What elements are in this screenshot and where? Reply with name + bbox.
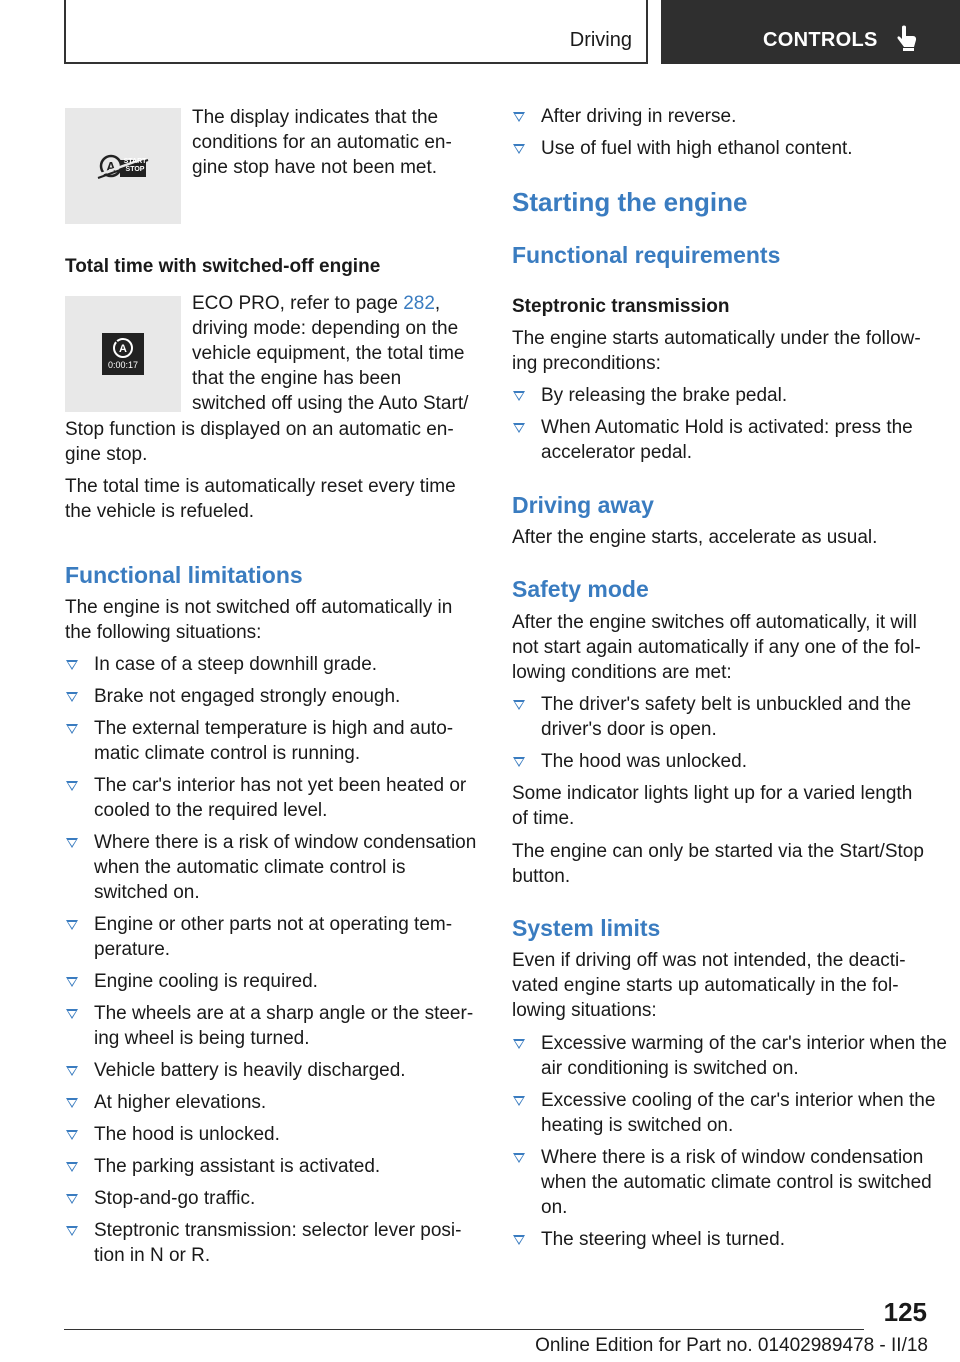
header-chapter-tab [661,0,960,64]
caption-line-2: vehicle equipment, the total time [192,343,465,364]
system-limits-list [512,1031,947,1252]
list-item: Steptronic transmission: selector lever posi- tion in N or R. [65,1218,474,1268]
footer-edition: Online Edition for Part no. 01402989478 - II/18 [535,1335,928,1356]
system-limits-heading: System limits [512,915,661,941]
eco-pro-reference-text: ECO PRO, refer to page [192,293,404,314]
safety-note-start-stop: The engine can only be started via the Start/Stop button. [512,841,924,887]
list-item: The external temperature is high and auto- matic climate control is running. [65,716,454,766]
list-item: After driving in reverse. [512,104,932,129]
system-limits-intro: Even if driving off was not intended, the deacti- vated engine starts up automatically in the fol- lowing situations: [512,950,906,1021]
driving-away-text: After the engine starts, accelerate as usual. [512,527,878,548]
safety-mode-list [512,692,932,774]
list-item: The wheels are at a sharp angle or the steer- ing wheel is being turned. [65,1001,479,1051]
steptronic-list [512,383,932,465]
header-section-box [64,0,648,64]
top-continued-list [512,104,932,161]
footer-divider [64,1329,864,1330]
reset-text: The total time is automatically reset every time the vehicle is refueled. [65,476,456,522]
caption-continuation: Stop function is displayed on an automatic en- gine stop. [65,419,454,465]
list-item: The hood is unlocked. [65,1122,485,1147]
safety-note-indicator: Some indicator lights light up for a varied length of time. [512,783,913,829]
list-item: At higher elevations. [65,1090,485,1115]
functional-requirements-heading: Functional requirements [512,242,781,268]
list-item: In case of a steep downhill grade. [65,652,485,677]
figure-start-stop-unavailable-text: START STOP [123,158,147,173]
list-item: The hood was unlocked. [512,749,932,774]
caption-line-4: switched off using the Auto Start/ [192,393,469,414]
list-item: Vehicle battery is heavily discharged. [65,1058,485,1083]
list-item: The car's interior has not yet been heated or cooled to the required level. [65,773,479,823]
list-item: The driver's safety belt is unbuckled and the driver's door is open. [512,692,931,742]
svg-text:A: A [119,343,127,355]
list-item: When Automatic Hold is activated: press the accelerator pedal. [512,415,931,465]
figure-stop-timer-caption [192,291,492,416]
svg-text:A: A [106,159,116,174]
total-time-heading: Total time with switched-off engine [65,256,381,277]
caption-line-1: driving mode: depending on the [192,318,459,339]
starting-engine-heading: Starting the engine [512,187,748,217]
figure-stop-timer [65,296,181,412]
steptronic-intro: The engine starts automatically under the follow- ing preconditions: [512,328,921,374]
safety-mode-intro: After the engine switches off automatically, it will not start again automatically if any one of the fol- lowing conditions are met: [512,612,921,683]
figure-start-stop-unavailable-caption: The display indicates that the conditions for an automatic en- gine stop have not been met. [192,107,452,178]
list-item: The parking assistant is activated. [65,1154,485,1179]
functional-limitations-intro: The engine is not switched off automatically in the following situations: [65,597,453,643]
list-item: Engine or other parts not at operating tem- perature. [65,912,464,962]
list-item: Where there is a risk of window condensation when the automatic climate control is switched on. [65,830,484,905]
list-item: Use of fuel with high ethanol content. [512,136,932,161]
page-number: 125 [883,1297,927,1327]
caption-line-3: that the engine has been [192,368,402,389]
auto-start-stop-timer-icon [65,296,181,412]
list-item: Stop-and-go traffic. [65,1186,485,1211]
list-item: Brake not engaged strongly enough. [65,684,485,709]
list-item: By releasing the brake pedal. [512,383,932,408]
page-282-link[interactable]: 282 [403,293,435,314]
list-item: The steering wheel is turned. [512,1227,932,1252]
functional-limitations-list [65,652,485,1268]
list-item: Where there is a risk of window condensation when the automatic climate control is switched on. [512,1145,959,1220]
header-section-title: Driving [569,29,632,51]
steptronic-heading: Steptronic transmission [512,296,730,317]
driving-away-heading: Driving away [512,492,654,518]
list-item: Engine cooling is required. [65,969,485,994]
safety-mode-heading: Safety mode [512,576,649,602]
figure-stop-timer-readout: 0:00:17 [107,360,139,370]
eco-pro-reference-comma: , [434,293,441,314]
list-item: Excessive warming of the car's interior when the air conditioning is switched on. [512,1031,951,1081]
functional-limitations-heading: Functional limitations [65,562,303,588]
hand-pointer-icon [895,24,919,52]
list-item: Excessive cooling of the car's interior when the heating is switched on. [512,1088,936,1138]
header-chapter-title: CONTROLS [763,29,878,51]
